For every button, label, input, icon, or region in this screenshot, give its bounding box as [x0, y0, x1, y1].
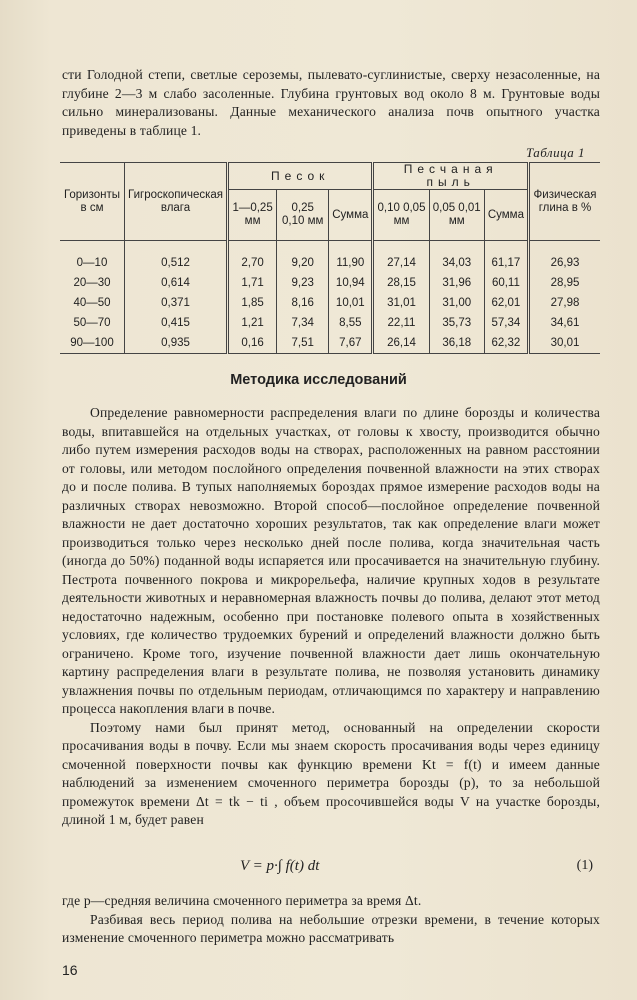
after-formula-text: где p—средняя величина смоченного периметра за время Δt.	[62, 893, 422, 908]
closing-text	[62, 892, 600, 948]
header-horizon: Горизонты в см	[63, 188, 121, 214]
header-sand-group: Песок	[228, 163, 373, 190]
table-caption: Таблица 1	[525, 145, 585, 160]
header-silt-col-3: Сумма	[484, 190, 528, 241]
header-sand-col-1: 1—0,25 мм	[228, 190, 277, 241]
last-paragraph: Разбивая весь период полива на небольшие отрезки времени, в течение которых изменение смоченного периметра можно рассматривать	[62, 911, 600, 945]
formula: V = p·∫ f(t) dt	[240, 858, 320, 874]
header-sand-col-2: 0,25 0,10 мм	[277, 190, 329, 241]
header-silt-group: Песчаная пыль	[373, 163, 529, 190]
table-row: 90—100 0,935 0,16 7,51 7,67 26,14 36,18 62,32 30,01	[60, 333, 600, 354]
body-text	[62, 404, 600, 830]
table-row: 50—70 0,415 1,21 7,34 8,55 22,11 35,73 57,34 34,61	[60, 313, 600, 333]
paragraph-2: Поэтому нами был принят метод, основанный на определении скорости просачивания воды в почву. Если мы знаем скорость просачивания воды через единицу смоченной поверхности почвы как функцию времени Kt = f(t) и имеем данные наблюдений за изменением смоченного периметра борозды (p), то за небольшой промежуток времени Δt = tk − ti , объем просочившейся воды V на участке борозды, длиной 1 м, будет равен	[62, 719, 600, 827]
header-sand-col-3: Сумма	[329, 190, 373, 241]
header-silt-col-2: 0,05 0,01 мм	[429, 190, 484, 241]
table-row: 20—30 0,614 1,71 9,23 10,94 28,15 31,96 60,11 28,95	[60, 273, 600, 293]
section-title: Методика исследований	[230, 372, 407, 388]
table-row: 0—10 0,512 2,70 9,20 11,90 27,14 34,03 61,17 26,93	[60, 241, 600, 274]
header-hygro: Гигроскопическая влага	[125, 163, 228, 241]
page-number: 16	[62, 962, 78, 978]
header-silt-col-1: 0,10 0,05 мм	[373, 190, 429, 241]
paragraph-1: Определение равномерности распределения влаги по длине борозды и количества воды, впитавшейся на отдельных участках, от головы к хвосту, производится обычно либо путем измерения расходов воды на створах, расположенных на равном расстоянии от головы, или методом послойного определения почвенной влажности на этих створах до и после полива. В тупых наполняемых бороздах прямое измерение расходов воды на различных створах невозможно. Второй способ—послойное определение почвенной влажности не дает достаточно хороших результатов, так как определение влаги может производиться только через несколько дней после полива, когда значительная часть (иногда до 50%) поданной воды испаряется или просачивается на значительную глубину. Пестрота почвенного покрова и микрорельефа, наличие крупных ходов в результате деятельности животных и неравномерная влажность почвы до полива, делают этот метод недостаточно надежным, особенно при постановке полевого опыта в хозяйственных условиях, где количество трудоемких бурений и определений влажности должно быть ограничено. Кроме того, изучение почвенной влажности дает лишь окончательную картину распределения влаги в результате полива, не позволяя установить динамику увлажнения почвы по отдельным периодам, отличающимся по характеру и направлению процесса накопления влаги в почве.	[62, 405, 600, 716]
intro-paragraph	[62, 66, 600, 140]
header-clay: Физическая глина в %	[529, 163, 601, 241]
table-row: 40—50 0,371 1,85 8,16 10,01 31,01 31,00 62,01 27,98	[60, 293, 600, 313]
soil-analysis-table	[60, 162, 600, 354]
equation-number: (1)	[576, 858, 593, 873]
intro-text: сти Голодной степи, светлые сероземы, пылевато-суглинистые, сверху незасоленные, на глубине 2—3 м слабо засоленные. Глубина грунтовых вод около 8 м. Грунтовые воды сильно минерализованы. Данные механического анализа почв опытного участка приведены в таблице 1.	[62, 67, 600, 138]
